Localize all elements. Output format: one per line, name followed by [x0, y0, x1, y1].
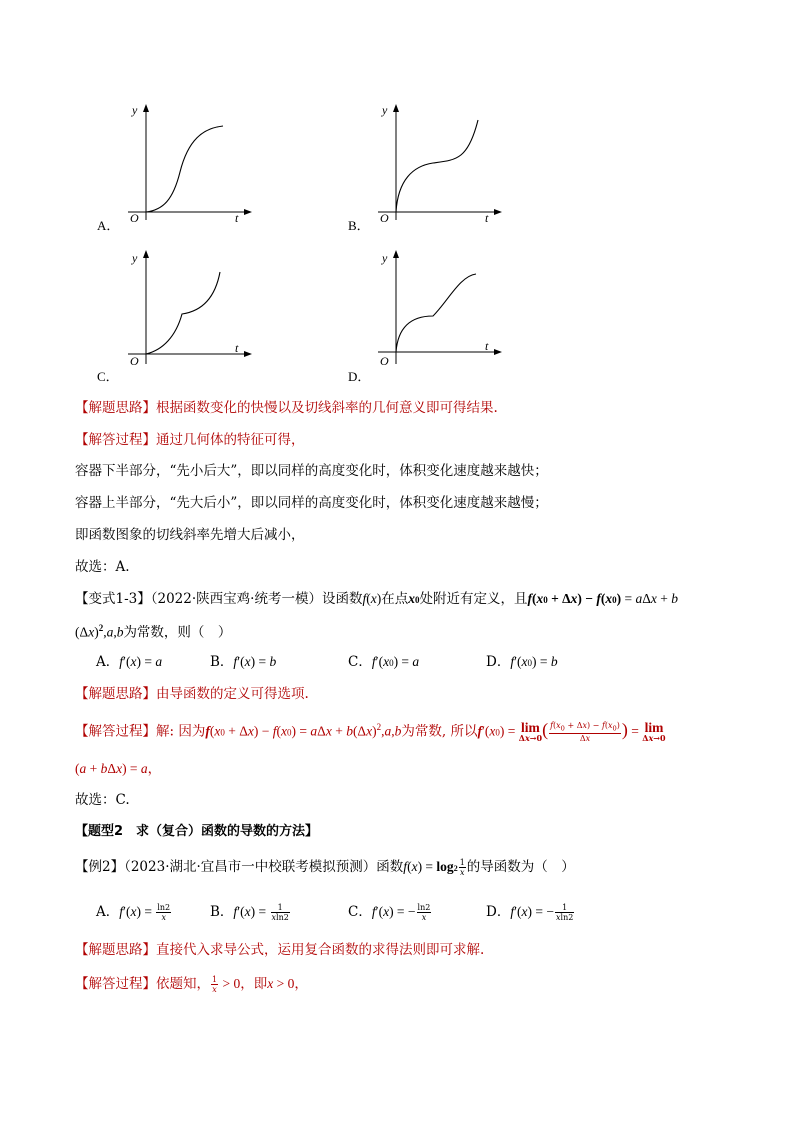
example2-think: [75, 940, 484, 960]
axis-y-label: y: [132, 251, 138, 265]
think-text: 根据函数变化的快慢以及切线斜率的几何意义即可得结果.: [156, 400, 498, 416]
origin-label: O: [130, 354, 139, 368]
origin-label: O: [380, 354, 389, 368]
origin-label: O: [130, 211, 139, 225]
axis-x-label: t: [485, 211, 489, 225]
example2-option-a[interactable]: A．f′(x) = $\frac{\ln 2}{x}$: [96, 903, 171, 922]
example2-option-c[interactable]: C．f′(x) = − $\frac{\ln 2}{x}$: [348, 903, 431, 922]
variant-text-a: 设函数: [321, 591, 363, 607]
answer-line: 故选：A.: [75, 559, 130, 575]
variant-option-a[interactable]: A．f′(x) = a: [96, 654, 163, 670]
think-text: 直接代入求导公式，运用复合函数的求得法则即可求解.: [156, 942, 485, 958]
variant-process-cont: (a + bΔx) = a，: [75, 761, 162, 776]
option-c-marker: C．: [348, 904, 372, 920]
process-text: 通过几何体的特征可得，: [156, 432, 305, 448]
process-text-a: 依题知，: [156, 976, 210, 992]
process-text-b: ，即: [240, 976, 268, 992]
option-b-label: B．: [348, 218, 370, 233]
option-b-marker: B．: [210, 654, 234, 670]
option-b-marker: B．: [210, 904, 234, 920]
option-d-marker: D．: [486, 904, 511, 920]
think-tag: 【解题思路】: [75, 942, 156, 958]
option-c-label: C．: [97, 369, 119, 384]
option-d-marker: D．: [486, 654, 511, 670]
variant-question: 【变式1-3】（2022·陕西宝鸡·统考一模）设函数f(x)在点x0处附近有定义，且f(x0 + Δx) − f(x0) = aΔx + b: [75, 591, 679, 607]
variant-option-b[interactable]: B．f′(x) = b: [210, 654, 277, 670]
process-line-4: 即函数图象的切线斜率先增大后减小，: [75, 527, 305, 543]
option-c-marker: C．: [348, 654, 372, 670]
example2-option-d[interactable]: D．f′(x) = − $\frac{1}{xln2}$: [486, 903, 574, 922]
process-line-2: 容器下半部分，“先小后大”，即以同样的高度变化时，体积变化速度越来越快；: [75, 463, 548, 479]
origin-label: O: [380, 211, 389, 225]
example2-process: 【解答过程】依题知， $\frac{1}{x}$ > 0，即x > 0，: [75, 975, 308, 994]
graph-b: [368, 100, 508, 225]
graph-c: [118, 246, 258, 371]
process-tag: 【解答过程】: [75, 432, 156, 448]
graph-d: [368, 246, 508, 371]
think-tag: 【解题思路】: [75, 686, 156, 702]
option-a-label: A．: [97, 218, 120, 233]
process-line-1: [75, 430, 305, 450]
example-text-a: 函数: [376, 859, 404, 875]
example2-question: 【例2】（2023·湖北·宜昌市一中校联考模拟预测）函数f(x) = log2 $\frac{1}{x}$ 的导函数为（ ）: [75, 858, 575, 877]
variant-think: [75, 684, 309, 704]
process-tag: 【解答过程】: [75, 723, 156, 740]
variant-option-d[interactable]: D．f′(x0) = b: [486, 654, 558, 670]
example-source: （2023·湖北·宜昌市一中校联考模拟预测）: [124, 859, 377, 875]
variant-process: 【解答过程】解: 因为$f(x0 + \Delta x) - f(x0) = a\Delta x + b(\Delta x)^2,a,b$为常数, 所以f′(x0) = lim Δx→0 ( $\frac{f(x_0 + \Delta x) - f(x_0)}{\Delta x}$ ) = lim Δx→0: [75, 719, 666, 744]
variant-text-d: 为常数，则（ ）: [123, 624, 232, 641]
axis-y-label: y: [382, 103, 388, 117]
think-line-1: [75, 398, 498, 418]
axis-x-label: t: [235, 211, 239, 225]
variant-text-b: 在点: [381, 591, 409, 607]
option-d-label: D．: [348, 369, 371, 384]
axis-y-label: y: [132, 103, 138, 117]
section-title: 【题型2 求（复合）函数的导数的方法】: [75, 824, 319, 839]
variant-answer: 故选：C.: [75, 792, 130, 808]
variant-text-c: 处附近有定义，且: [419, 591, 528, 607]
axis-y-label: y: [382, 251, 388, 265]
variant-source: （2022·陕西宝鸡·统考一模）: [150, 591, 322, 607]
process-tag: 【解答过程】: [75, 976, 156, 992]
think-tag: 【解题思路】: [75, 400, 156, 416]
example-text-b: 的导函数为（ ）: [466, 859, 575, 875]
think-text: 由导函数的定义可得选项.: [156, 686, 309, 702]
option-a-marker: A．: [96, 654, 120, 670]
example-tag: 【例2】: [75, 859, 125, 875]
example2-option-b[interactable]: B．f′(x) = $\frac{1}{xln2}$: [210, 903, 289, 922]
graph-a: [118, 100, 258, 225]
process-text-a: 解: 因为: [156, 723, 206, 740]
variant-option-c[interactable]: C．f′(x0) = a: [348, 654, 420, 670]
variant-question-cont: $(\Delta x)^2,a,b$为常数，则（ ）: [75, 623, 232, 641]
process-line-3: 容器上半部分，“先大后小”，即以同样的高度变化时，体积变化速度越来越慢；: [75, 495, 548, 511]
axis-x-label: t: [235, 341, 239, 355]
process-text-b: 为常数, 所以: [401, 723, 478, 740]
variant-tag: 【变式1-3】: [75, 591, 151, 607]
axis-x-label: t: [485, 339, 489, 353]
option-a-marker: A．: [96, 904, 120, 920]
